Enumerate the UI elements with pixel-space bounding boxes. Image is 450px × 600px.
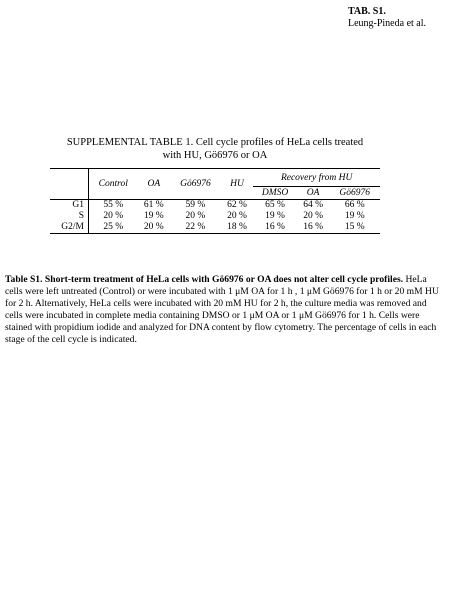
table-cell: 16 % (265, 222, 285, 232)
table-cell: 66 % (344, 200, 365, 210)
table-cell: 20 % (143, 222, 164, 232)
table-cell: 62 % (227, 200, 247, 210)
table-cell: 64 % (303, 200, 324, 210)
page-header (348, 6, 426, 30)
table-cell: 16 % (303, 222, 324, 232)
row-label-s: S (50, 211, 89, 222)
col-header-recovery-oa: OA (306, 187, 320, 198)
group-header-recovery: Recovery from HU (253, 169, 380, 187)
caption-heading: Table S1. Short-term treatment of HeLa cells with Gö6976 or OA does not alter cell cycle profiles. (5, 274, 404, 285)
col-header-dmso: DMSO (261, 187, 289, 198)
table-cell: 19 % (344, 211, 365, 221)
table-cell: 59 % (185, 200, 206, 210)
table-cell: 19 % (143, 211, 164, 221)
caption-body: HeLa cells were left untreated (Control) or were incubated with 1 μM OA for 1 h , 1 μM Gö6976 for 1 h or 20 mM HU for 2 h. Alternatively, HeLa cells were incubated with 20 mM HU for 2 h, the culture media was removed and cells were incubated in complete media containing DMSO or 1 μM OA or 1 μM Gö6976 for 1 h. Cells were stained with propidium iodide and analyzed for DNA content by flow cytometry. The percentage of cells in each stage of the cell cycle is indicated. (5, 274, 439, 346)
col-header-recovery-go6976: Gö6976 (339, 187, 371, 198)
table-cell: 19 % (265, 211, 285, 221)
table-cell: 22 % (185, 222, 206, 232)
table-cell: 20 % (103, 211, 124, 221)
table-cell: 25 % (103, 222, 124, 232)
table-title-line-1: SUPPLEMENTAL TABLE 1. Cell cycle profiles of HeLa cells treated (66, 137, 364, 148)
table-cell: 20 % (185, 211, 206, 221)
table-cell: 61 % (143, 200, 164, 210)
table-cell: 20 % (303, 211, 324, 221)
table-cell: 15 % (344, 222, 365, 232)
table-caption (5, 274, 441, 347)
table-cell: 65 % (265, 200, 285, 210)
col-header-control: Control (98, 178, 128, 189)
author-line: Leung-Pineda et al. (347, 18, 426, 29)
table-cell: 20 % (227, 211, 247, 221)
row-label-g2m: G2/M (50, 222, 89, 234)
table-title-line-2: with HU, Gö6976 or OA (162, 149, 268, 161)
table-cell: 18 % (227, 222, 247, 232)
table-label: TAB. S1. (347, 6, 386, 17)
col-header-oa: OA (147, 178, 161, 189)
table-title (50, 137, 380, 162)
row-label-g1: G1 (50, 200, 89, 212)
table-cell: 55 % (103, 200, 124, 210)
cell-cycle-table (50, 168, 380, 234)
col-header-hu: HU (230, 178, 244, 189)
col-header-go6976: Gö6976 (180, 178, 211, 189)
